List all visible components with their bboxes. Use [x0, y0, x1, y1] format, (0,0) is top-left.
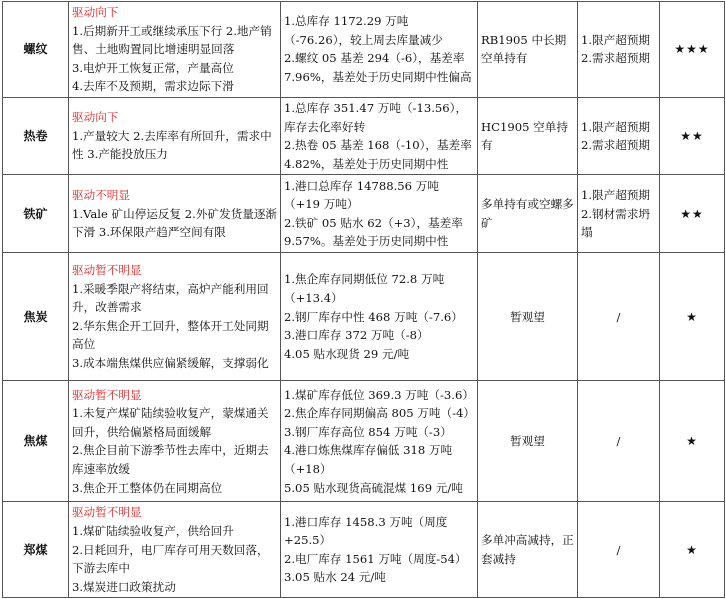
- risk-line: /: [616, 309, 621, 324]
- data-line: 1.焦企库存同期低位 72.8 万吨（+13.4）: [284, 272, 445, 305]
- data-cell: [281, 253, 478, 381]
- data-cell: [281, 502, 478, 598]
- driver-label: 驱动暂不明显: [72, 387, 142, 402]
- risk-line: 1.限产超预期: [581, 32, 651, 47]
- risk-line: 1.限产超预期: [581, 119, 651, 134]
- rating-stars: ★★: [660, 97, 725, 174]
- driver-label: 驱动向下: [72, 5, 119, 19]
- risk-cell: [578, 381, 660, 502]
- factor-line: 3.电炉开工恢复正常，产量高位: [72, 60, 234, 75]
- data-line: 3.05 贴水 24 元/吨: [284, 570, 386, 585]
- data-line: 3.钢厂库存高位 854 万吨（-3）: [284, 424, 452, 439]
- driver-label: 驱动暂不明显: [72, 505, 142, 520]
- data-line: 4.05 贴水现货 29 元/吨: [284, 346, 410, 361]
- risk-line: 2.需求超预期: [581, 51, 651, 66]
- data-line: 1.港口库存 1458.3 万吨（周度+25.5）: [284, 514, 448, 548]
- risk-cell: [578, 253, 660, 381]
- data-line: 1.港口总库存 14788.56 万吨（+19 万吨）: [284, 178, 439, 212]
- data-line: 2.焦企库存同期偏高 805 万吨（-4）: [284, 406, 475, 421]
- driver-label: 驱动暂不明显: [72, 263, 142, 278]
- commodity-outlook-table: [2, 1, 725, 598]
- commodity-name: 螺纹: [3, 2, 69, 98]
- table-row: [3, 175, 725, 253]
- factor-line: 1.未复产煤矿陆续验收复产，蒙煤通关回升，供给偏紧格局面缓解: [72, 406, 269, 439]
- factor-line: 1.Vale 矿山停运反复 2.外矿发货量逐渐下滑 3.环保限产趋严空间有限: [72, 206, 278, 240]
- strategy-cell: 暂观望: [478, 381, 578, 502]
- risk-cell: [578, 502, 660, 598]
- data-cell: [281, 175, 478, 253]
- data-line: 4.港口炼焦煤库存偏低 318 万吨（+18）: [284, 443, 453, 476]
- data-cell: [281, 2, 478, 98]
- factors-cell: [69, 2, 281, 98]
- table-row: [3, 2, 725, 98]
- factor-line: 2.华东焦企开工回升，整体开工处同期高位: [72, 318, 269, 352]
- data-line: 1.煤矿库存低位 369.3 万吨（-3.6）: [284, 387, 474, 402]
- table-row: [3, 97, 725, 174]
- rating-stars: ★★: [660, 175, 725, 253]
- factor-line: 3.焦企开工整体仍在同期高位: [72, 480, 223, 495]
- risk-cell: [578, 2, 660, 98]
- rating-stars: ★: [660, 381, 725, 502]
- strategy-cell: 多单冲高减持，正套减持: [478, 502, 578, 598]
- factors-cell: [69, 253, 281, 381]
- data-cell: [281, 97, 478, 174]
- factors-cell: [69, 381, 281, 502]
- table-row: [3, 502, 725, 598]
- factor-line: 3.煤炭进口政策扰动: [72, 579, 176, 594]
- factor-line: 2.日耗回升，电厂库存可用天数回落，下游去库中: [72, 542, 269, 576]
- risk-cell: [578, 97, 660, 174]
- commodity-name: 焦炭: [3, 253, 69, 381]
- factors-cell: [69, 502, 281, 598]
- data-line: 3.港口库存 372 万吨（-8）: [284, 328, 429, 343]
- rating-stars: ★: [660, 502, 725, 598]
- risk-cell: [578, 175, 660, 253]
- factor-line: 1.产量较大 2.去库率有所回升，需求中性 3.产能投放压力: [72, 128, 272, 162]
- commodity-name: 铁矿: [3, 175, 69, 253]
- strategy-cell: HC1905 空单持有: [478, 97, 578, 174]
- risk-line: 2.需求超预期: [581, 138, 651, 153]
- driver-label: 驱动向下: [72, 110, 119, 125]
- data-cell: [281, 381, 478, 502]
- strategy-cell: 多单持有或空螺多矿: [478, 175, 578, 253]
- factors-cell: [69, 97, 281, 174]
- commodity-name: 郑煤: [3, 502, 69, 598]
- rating-stars: ★★★: [660, 2, 725, 98]
- strategy-cell: 暂观望: [478, 253, 578, 381]
- risk-line: 1.限产超预期: [581, 187, 651, 202]
- table-row: [3, 253, 725, 381]
- factor-line: 4.去库不及预期，需求边际下滑: [72, 79, 234, 94]
- commodity-name: 焦煤: [3, 381, 69, 502]
- data-line: 1.总库存 351.47 万吨（-13.56），库存去化率好转: [284, 100, 468, 134]
- strategy-cell: RB1905 中长期空单持有: [478, 2, 578, 98]
- data-line: 1.总库存 1172.29 万吨（-76.26），较上周去库量减少: [284, 14, 443, 47]
- table-row: [3, 381, 725, 502]
- factors-cell: [69, 175, 281, 253]
- data-line: 2.钢厂库存中性 468 万吨（-7.6）: [284, 309, 463, 324]
- factor-line: 1.后期新开工或继续承压下行 2.地产销售、土地购置同比增速明显回落: [72, 23, 272, 57]
- data-line: 2.铁矿 05 贴水 62（+3），基差率 9.57%。基差处于历史同期中性: [284, 215, 463, 249]
- data-line: 2.螺纹 05 基差 294（-6），基差率 7.96%，基差处于历史同期中性偏高: [284, 51, 472, 85]
- commodity-name: 热卷: [3, 97, 69, 174]
- factor-line: 1.煤矿陆续验收复产，供给回升: [72, 523, 234, 538]
- risk-line: /: [616, 542, 621, 557]
- factor-line: 3.成本端焦煤供应偏紧缓解，支撑弱化: [72, 356, 269, 371]
- data-line: 5.05 贴水现货高硫混煤 169 元/吨: [284, 480, 463, 495]
- driver-label: 驱动不明显: [72, 187, 130, 202]
- factor-line: 2.焦企目前下游季节性去库中，近期去库速率放缓: [72, 443, 269, 476]
- data-line: 2.热卷 05 基差 168（-10），基差率 4.82%，基差处于历史同期中性: [284, 138, 472, 171]
- risk-line: /: [616, 434, 621, 449]
- rating-stars: ★: [660, 253, 725, 381]
- factor-line: 1.采暖季限产将结束，高炉产能利用回升，改善需求: [72, 281, 269, 315]
- data-line: 2.电厂库存 1561 万吨（周度-54）: [284, 551, 467, 566]
- risk-line: 2.钢材需求坍塌: [581, 206, 651, 240]
